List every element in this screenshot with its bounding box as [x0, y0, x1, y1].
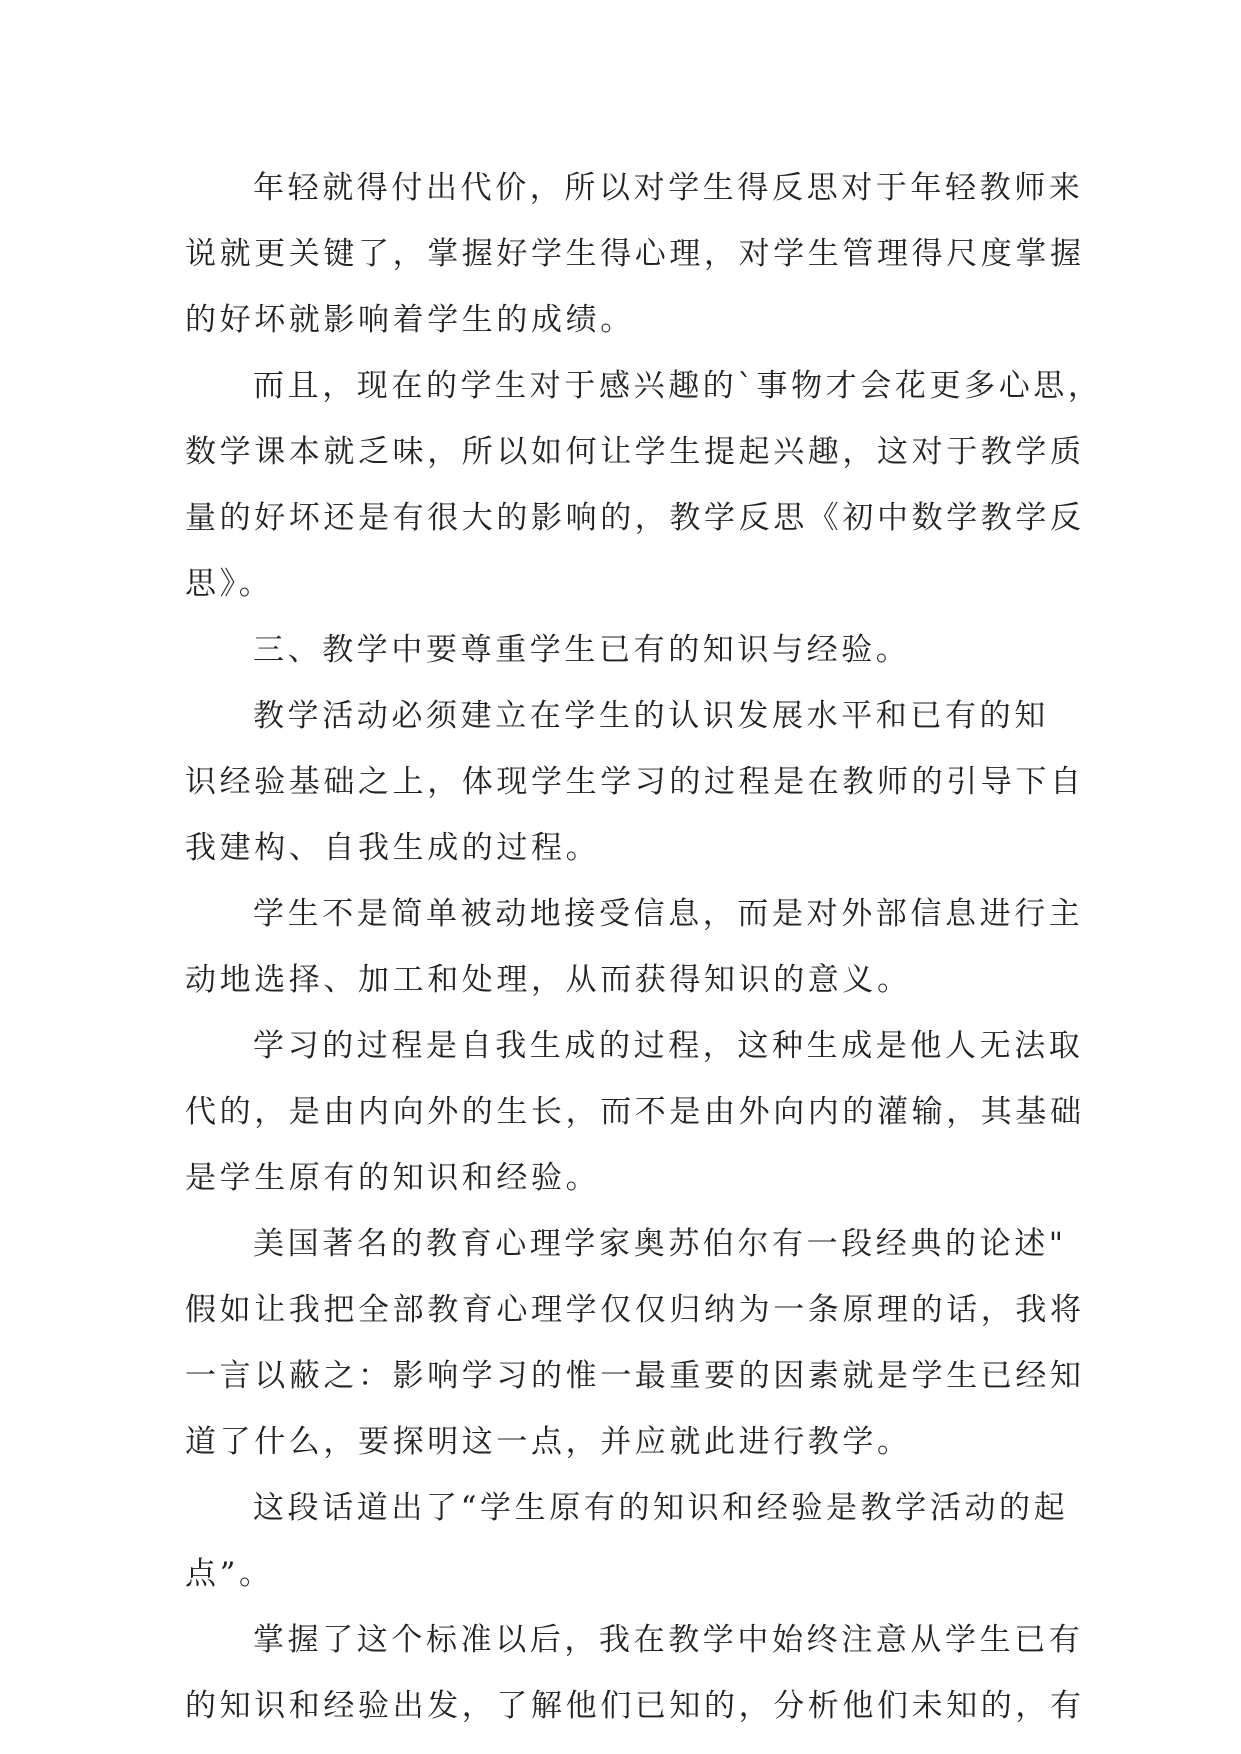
- text-line: 的知识和经验出发，了解他们已知的，分析他们未知的，有: [185, 1688, 1085, 1724]
- text-line: 假如让我把全部教育心理学仅仅归纳为一条原理的话，我将: [185, 1292, 1085, 1328]
- text-line: 是学生原有的知识和经验。: [185, 1160, 601, 1196]
- text-line: 动地选择、加工和处理，从而获得知识的意义。: [185, 962, 912, 998]
- text-line: 学习的过程是自我生成的过程，这种生成是他人无法取: [253, 1028, 1084, 1064]
- text-line: 这段话道出了“学生原有的知识和经验是教学活动的起: [253, 1490, 1069, 1526]
- text-line: 识经验基础之上，体现学生学习的过程是在教师的引导下自: [185, 764, 1085, 800]
- text-line: 道了什么，要探明这一点，并应就此进行教学。: [185, 1424, 912, 1460]
- section-heading: 三、教学中要尊重学生已有的知识与经验。: [253, 632, 911, 668]
- text-line: 的好坏就影响着学生的成绩。: [185, 302, 635, 338]
- text-line: 教学活动必须建立在学生的认识发展水平和已有的知: [253, 698, 1049, 734]
- text-line: 点”。: [185, 1556, 274, 1592]
- text-line: 思》。: [185, 566, 274, 602]
- text-line: 代的，是由内向外的生长，而不是由外向内的灌输，其基础: [185, 1094, 1085, 1130]
- text-line: 量的好坏还是有很大的影响的，教学反思《初中数学教学反: [185, 500, 1085, 536]
- text-line: 年轻就得付出代价，所以对学生得反思对于年轻教师来: [253, 170, 1084, 206]
- text-line: 掌握了这个标准以后，我在教学中始终注意从学生已有: [253, 1622, 1084, 1658]
- text-line: 我建构、自我生成的过程。: [185, 830, 601, 866]
- text-line: 说就更关键了，掌握好学生得心理，对学生管理得尺度掌握: [185, 236, 1085, 272]
- text-line: 学生不是简单被动地接受信息，而是对外部信息进行主: [253, 896, 1084, 932]
- document-body: [185, 155, 1103, 1739]
- text-line: 而且，现在的学生对于感兴趣的`事物才会花更多心思，: [253, 368, 1103, 404]
- text-line: 美国著名的教育心理学家奥苏伯尔有一段经典的论述": [253, 1226, 1067, 1262]
- text-line: 数学课本就乏味，所以如何让学生提起兴趣，这对于教学质: [185, 434, 1085, 470]
- text-line: 一言以蔽之：影响学习的惟一最重要的因素就是学生已经知: [185, 1358, 1085, 1394]
